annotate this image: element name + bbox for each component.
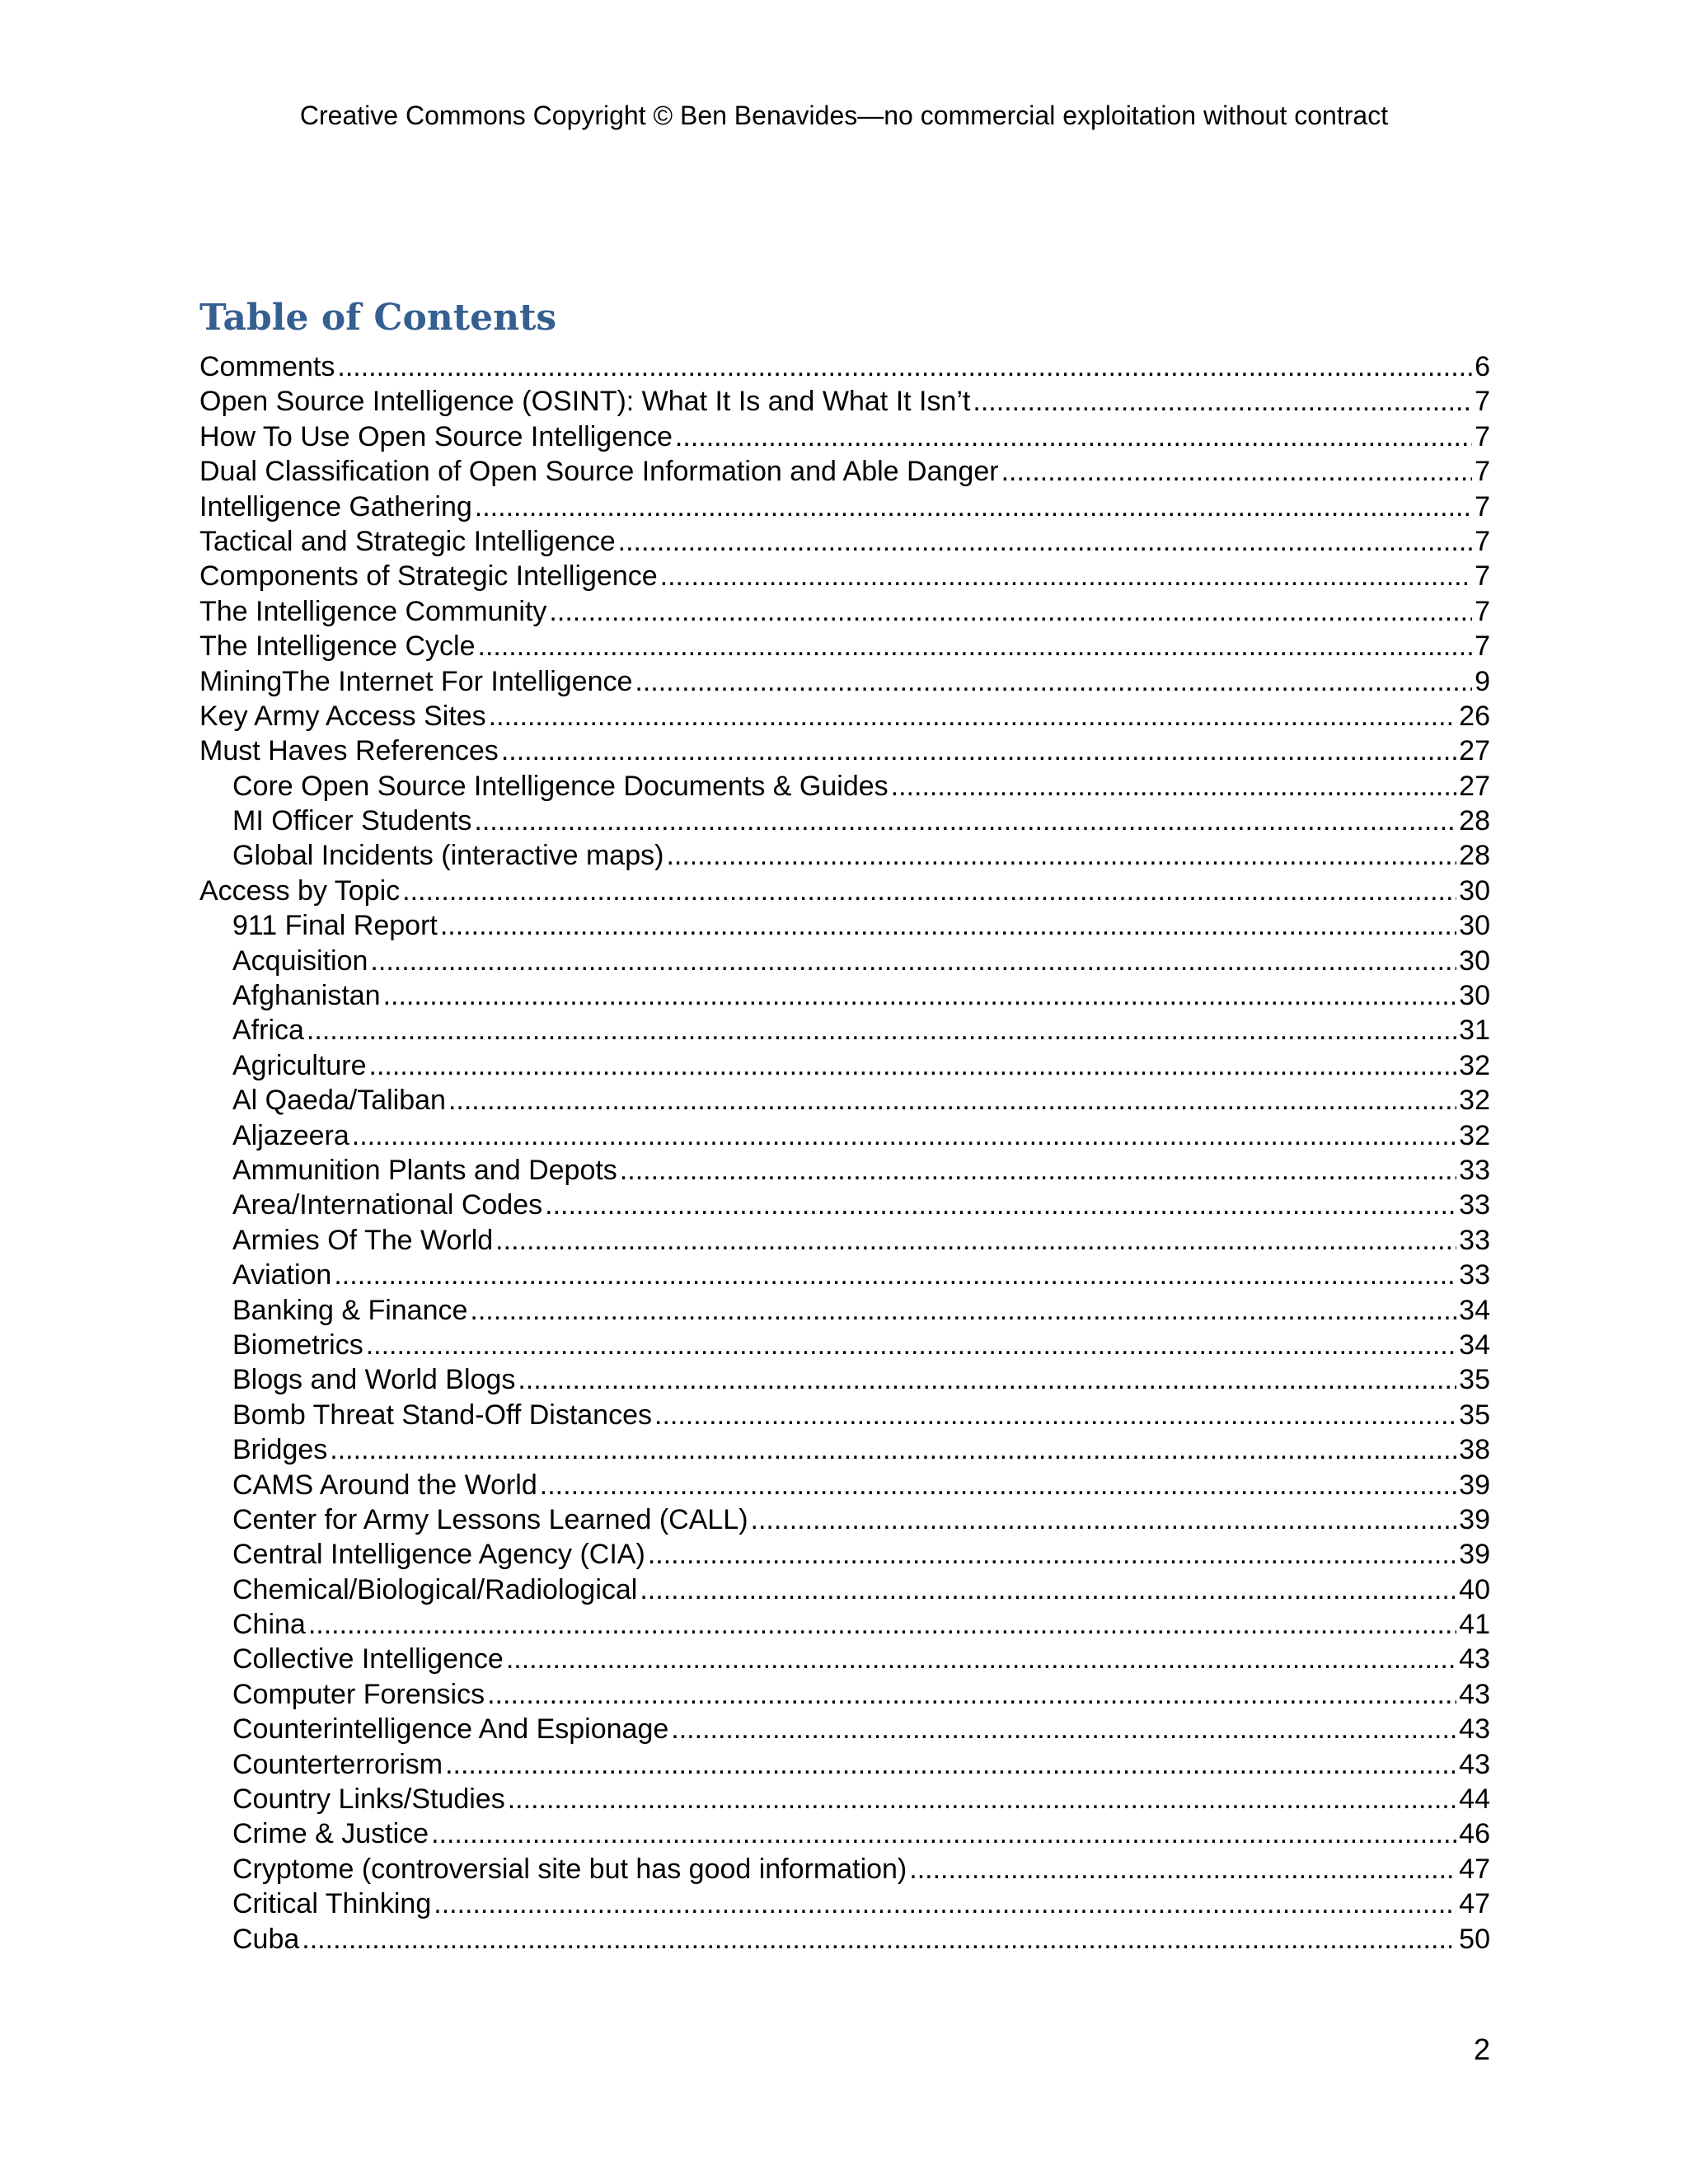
- toc-entry-title: The Intelligence Community: [199, 595, 547, 627]
- toc-entry-page: 7: [1475, 490, 1490, 523]
- toc-entry-page: 33: [1459, 1259, 1490, 1291]
- toc-entry[interactable]: [199, 1432, 1490, 1467]
- dot-leader: [654, 1398, 1456, 1432]
- toc-entry-page: 30: [1459, 944, 1490, 977]
- dot-leader: [973, 384, 1472, 419]
- dot-leader: [489, 699, 1457, 733]
- toc-entry[interactable]: [199, 1677, 1490, 1712]
- toc-entry[interactable]: [199, 1188, 1490, 1222]
- toc-entry[interactable]: [199, 769, 1490, 804]
- toc-entry-title: How To Use Open Source Intelligence: [199, 420, 673, 452]
- dot-leader: [618, 524, 1472, 559]
- toc-entry-title: China: [232, 1609, 306, 1641]
- toc-entry-page: 39: [1459, 1469, 1490, 1501]
- toc-entry[interactable]: [199, 1747, 1490, 1782]
- dot-leader: [470, 1293, 1456, 1328]
- toc-entry-title: Dual Classification of Open Source Information and Able Danger: [199, 456, 999, 488]
- toc-entry-title: Aljazeera: [232, 1119, 349, 1151]
- dot-leader: [675, 419, 1472, 454]
- toc-entry-title: Armies Of The World: [232, 1224, 494, 1256]
- toc-entry[interactable]: [199, 1118, 1490, 1153]
- dot-leader: [495, 1223, 1456, 1258]
- toc-entry-title: Intelligence Gathering: [199, 490, 472, 523]
- dot-leader: [666, 838, 1456, 873]
- toc-entry-title: Global Incidents (interactive maps): [232, 840, 664, 872]
- toc-entry-title: Country Links/Studies: [232, 1783, 505, 1816]
- dot-leader: [506, 1642, 1456, 1676]
- toc-entry-page: 28: [1459, 840, 1490, 872]
- toc-entry[interactable]: [199, 629, 1490, 663]
- toc-entry-title: Comments: [199, 351, 335, 382]
- toc-entry-title: Computer Forensics: [232, 1678, 485, 1710]
- toc-entry-page: 33: [1459, 1154, 1490, 1186]
- toc-entry-title: Collective Intelligence: [232, 1643, 504, 1675]
- toc-entry[interactable]: [199, 559, 1490, 593]
- dot-leader: [475, 490, 1472, 524]
- toc-entry-page: 32: [1459, 1119, 1490, 1151]
- toc-entry[interactable]: [199, 874, 1490, 908]
- toc-entry-page: 31: [1459, 1015, 1490, 1047]
- dot-leader: [909, 1852, 1456, 1886]
- dot-leader: [751, 1502, 1457, 1537]
- toc-entry-title: Blogs and World Blogs: [232, 1364, 516, 1396]
- toc-entry-page: 7: [1475, 386, 1490, 418]
- toc-entry[interactable]: [199, 1852, 1490, 1886]
- toc-entry[interactable]: [199, 1153, 1490, 1188]
- toc-entry-title: Tactical and Strategic Intelligence: [199, 525, 616, 557]
- toc-entry-title: Core Open Source Intelligence Documents & Guides: [232, 770, 889, 802]
- toc-entry[interactable]: [199, 384, 1490, 419]
- toc-entry-title: Area/International Codes: [232, 1189, 543, 1221]
- toc-entry[interactable]: [199, 490, 1490, 524]
- toc-entry-page: 28: [1459, 805, 1490, 837]
- toc-entry[interactable]: [199, 804, 1490, 838]
- toc-entry[interactable]: [199, 1362, 1490, 1397]
- dot-leader: [440, 908, 1456, 943]
- dot-leader: [334, 1258, 1456, 1292]
- toc-entry-page: 46: [1459, 1818, 1490, 1850]
- toc-entry-page: 7: [1475, 560, 1490, 593]
- toc-entry-title: Biometrics: [232, 1329, 363, 1361]
- toc-entry-page: 40: [1459, 1573, 1490, 1605]
- toc-entry-page: 43: [1459, 1748, 1490, 1780]
- dot-leader: [302, 1922, 1456, 1957]
- toc-entry-page: 7: [1475, 630, 1490, 663]
- toc-entry-page: 41: [1459, 1609, 1490, 1641]
- toc-entry-title: Open Source Intelligence (OSINT): What It Is and What It Isn’t: [199, 386, 971, 418]
- toc-entry[interactable]: [199, 664, 1490, 699]
- toc-entry[interactable]: [199, 419, 1490, 454]
- toc-entry-title: Acquisition: [232, 944, 368, 977]
- dot-leader: [431, 1816, 1456, 1851]
- dot-leader: [540, 1468, 1456, 1502]
- toc-entry-title: Counterintelligence And Espionage: [232, 1713, 669, 1746]
- toc-entry[interactable]: [199, 1537, 1490, 1572]
- dot-leader: [1001, 454, 1473, 489]
- toc-entry[interactable]: [199, 733, 1490, 768]
- toc-entry-page: 30: [1459, 910, 1490, 942]
- toc-entry[interactable]: [199, 699, 1490, 733]
- toc-entry[interactable]: [199, 1782, 1490, 1816]
- toc-entry[interactable]: [199, 1083, 1490, 1118]
- toc-entry[interactable]: [199, 1642, 1490, 1676]
- toc-entry-page: 43: [1459, 1713, 1490, 1746]
- dot-leader: [635, 664, 1472, 699]
- toc-entry-title: Agriculture: [232, 1049, 367, 1081]
- toc-entry-page: 27: [1459, 735, 1490, 767]
- toc-entry-title: Aviation: [232, 1259, 332, 1291]
- toc-entry-page: 32: [1459, 1049, 1490, 1081]
- toc-entry-page: 9: [1475, 665, 1490, 697]
- toc-entry-page: 7: [1475, 420, 1490, 452]
- toc-entry[interactable]: [199, 1328, 1490, 1362]
- toc-entry-page: 38: [1459, 1434, 1490, 1466]
- toc-entry-page: 43: [1459, 1678, 1490, 1710]
- toc-entry-title: Cryptome (controversial site but has good information): [232, 1853, 907, 1885]
- dot-leader: [474, 804, 1456, 838]
- toc-entry[interactable]: [199, 1502, 1490, 1537]
- toc-entry[interactable]: [199, 594, 1490, 629]
- toc-entry-page: 7: [1475, 595, 1490, 627]
- dot-leader: [478, 629, 1473, 663]
- toc-list: [199, 349, 1490, 1957]
- toc-entry-title: MiningThe Internet For Intelligence: [199, 665, 633, 697]
- toc-entry[interactable]: [199, 524, 1490, 559]
- toc-entry-title: Central Intelligence Agency (CIA): [232, 1539, 645, 1571]
- dot-leader: [549, 594, 1472, 629]
- toc-entry-page: 27: [1459, 770, 1490, 802]
- toc-entry-page: 32: [1459, 1085, 1490, 1117]
- dot-leader: [487, 1677, 1456, 1712]
- toc-entry-title: Access by Topic: [199, 874, 401, 907]
- dot-leader: [366, 1328, 1456, 1362]
- toc-entry-page: 7: [1475, 525, 1490, 557]
- toc-entry[interactable]: [199, 908, 1490, 943]
- toc-entry-title: Key Army Access Sites: [199, 700, 486, 732]
- toc-entry-title: 911 Final Report: [232, 910, 438, 942]
- dot-leader: [445, 1747, 1456, 1782]
- toc-entry[interactable]: [199, 1468, 1490, 1502]
- toc-entry-page: 43: [1459, 1643, 1490, 1675]
- toc-entry[interactable]: [199, 1712, 1490, 1746]
- toc-entry-page: 7: [1475, 456, 1490, 488]
- dot-leader: [308, 1607, 1456, 1642]
- toc-entry-title: Must Haves References: [199, 735, 499, 767]
- toc-entry[interactable]: [199, 978, 1490, 1013]
- toc-entry-title: Afghanistan: [232, 980, 381, 1012]
- toc-entry[interactable]: [199, 1048, 1490, 1083]
- toc-entry-title: Center for Army Lessons Learned (CALL): [232, 1503, 748, 1535]
- toc-entry[interactable]: [199, 838, 1490, 873]
- toc-entry-title: Al Qaeda/Taliban: [232, 1085, 446, 1117]
- page-number: 2: [1473, 2032, 1490, 2066]
- toc-entry-title: Counterterrorism: [232, 1748, 443, 1780]
- dot-leader: [352, 1118, 1456, 1153]
- toc-entry[interactable]: [199, 1816, 1490, 1851]
- dot-leader: [402, 874, 1456, 908]
- toc-entry-title: Cuba: [232, 1923, 300, 1955]
- toc-entry-page: 47: [1459, 1853, 1490, 1885]
- dot-leader: [640, 1572, 1456, 1607]
- toc-entry[interactable]: [199, 1607, 1490, 1642]
- toc-entry-page: 39: [1459, 1503, 1490, 1535]
- toc-entry-title: Bomb Threat Stand-Off Distances: [232, 1399, 652, 1431]
- toc-entry-title: The Intelligence Cycle: [199, 630, 476, 663]
- dot-leader: [307, 1013, 1456, 1047]
- dot-leader: [518, 1362, 1456, 1397]
- toc-entry-title: Africa: [232, 1015, 304, 1047]
- toc-entry[interactable]: [199, 944, 1490, 978]
- toc-entry-title: Components of Strategic Intelligence: [199, 560, 658, 593]
- dot-leader: [508, 1782, 1456, 1816]
- dot-leader: [648, 1537, 1456, 1572]
- toc-entry[interactable]: [199, 349, 1490, 384]
- toc-entry-title: MI Officer Students: [232, 805, 472, 837]
- toc-entry[interactable]: [199, 1013, 1490, 1047]
- dot-leader: [501, 733, 1456, 768]
- toc-entry-title: CAMS Around the World: [232, 1469, 537, 1501]
- toc-entry-page: 39: [1459, 1539, 1490, 1571]
- toc-entry[interactable]: [199, 1258, 1490, 1292]
- toc-entry-title: Bridges: [232, 1434, 328, 1466]
- toc-entry-page: 35: [1459, 1364, 1490, 1396]
- dot-leader: [620, 1153, 1456, 1188]
- dot-leader: [369, 1048, 1457, 1083]
- toc-entry[interactable]: [199, 454, 1490, 489]
- toc-entry-title: Banking & Finance: [232, 1294, 468, 1326]
- toc-entry-page: 30: [1459, 980, 1490, 1012]
- dot-leader: [671, 1712, 1456, 1746]
- toc-entry-title: Chemical/Biological/Radiological: [232, 1573, 638, 1605]
- dot-leader: [660, 559, 1472, 593]
- toc-entry-title: Ammunition Plants and Depots: [232, 1154, 617, 1186]
- toc-entry-page: 34: [1459, 1294, 1490, 1326]
- toc-entry-page: 30: [1459, 874, 1490, 907]
- toc-entry-page: 44: [1459, 1783, 1490, 1816]
- toc-entry-page: 47: [1459, 1888, 1490, 1920]
- dot-leader: [545, 1188, 1456, 1222]
- dot-leader: [891, 769, 1457, 804]
- copyright-header: Creative Commons Copyright © Ben Benavides—no commercial exploitation without contract: [299, 101, 1389, 130]
- dot-leader: [383, 978, 1457, 1013]
- dot-leader: [330, 1432, 1456, 1467]
- toc-entry-page: 50: [1459, 1923, 1490, 1955]
- toc-entry[interactable]: [199, 1886, 1490, 1921]
- dot-leader: [337, 349, 1472, 384]
- toc-entry-page: 26: [1459, 700, 1490, 732]
- toc-entry-page: 34: [1459, 1329, 1490, 1361]
- toc-entry-page: 35: [1459, 1399, 1490, 1431]
- toc-entry[interactable]: [199, 1922, 1490, 1957]
- toc-entry-page: 33: [1459, 1224, 1490, 1256]
- toc-entry[interactable]: [199, 1572, 1490, 1607]
- toc-title: Table of Contents: [199, 297, 557, 339]
- toc-entry-page: 33: [1459, 1189, 1490, 1221]
- dot-leader: [370, 944, 1456, 978]
- dot-leader: [448, 1083, 1456, 1118]
- toc-entry-title: Crime & Justice: [232, 1818, 429, 1850]
- toc-entry-page: 6: [1475, 351, 1490, 382]
- toc-entry-title: Critical Thinking: [232, 1888, 432, 1920]
- toc-entry[interactable]: [199, 1223, 1490, 1258]
- toc-entry[interactable]: [199, 1398, 1490, 1432]
- dot-leader: [434, 1886, 1456, 1921]
- toc-entry[interactable]: [199, 1293, 1490, 1328]
